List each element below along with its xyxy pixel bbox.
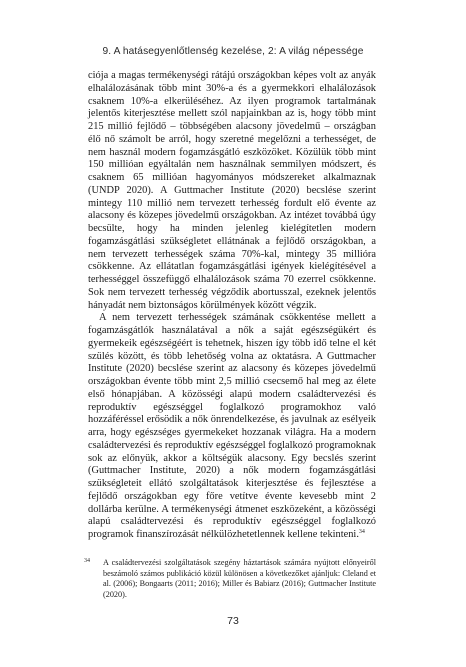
page-number: 73 <box>227 615 239 627</box>
footnote-reference[interactable]: 34 <box>358 529 365 535</box>
footnote <box>84 558 376 600</box>
running-head: 9. A hatásegyenlőtlenség kezelése, 2: A világ népessége <box>102 46 364 57</box>
footnote-number: 34 <box>84 558 90 564</box>
footnote-text: A családtervezési szolgáltatások szegény háztartások számára nyújtott előnyeiről beszámoló számos publikáció közül különösen a következőket ajánljuk: Cleland et al. (2006); Bongaarts (2011; 2016); Miller és Babiarz (2016); Guttmacher Institute (2020). <box>103 558 376 599</box>
paragraph: ciója a magas termékenységi rátájú országokban képes volt az anyák elhalálozásának több mint 30%-a és a gyermekkori elhalálozások csaknem 10%-a elkerüléséhez. Az ilyen programok tartalmának jelentős kiterjesztése mellett szól napjainkban az is, hogy több mint 215 millió fejlődő – többségében alacsony jövedelmű – országban élő nő számolt be arról, hogy szeretné megelőzni a terhességet, de nem használ modern fogamzásgátló eszközöket. Közülük több mint 150 millióan egyáltalán nem használnak semmilyen módszert, és csaknem 65 millióan hagyományos módszereket alkalmaznak (UNDP 2020). A Guttmacher Institute (2020) becslése szerint mintegy 110 millió nem tervezett terhesség fordult elő évente az alacsony és közepes jövedelmű országokban. Az intézet továbbá úgy becsülte, hogy ha minden jelenleg kielégítetlen modern fogamzásgátlási szükségletet ellátnának a fejlődő országokban, a nem tervezett terhességek száma 70%-kal, mintegy 35 millióra csökkenne. Az ellátatlan fogamzásgátlási igények kielégítésével a terhességgel összefüggő elhalálozások száma 70 ezerrel csökkenne. Sok nem tervezett terhesség végződik abortusszal, ezeknek jelentős hányadát nem biztonságos körülmények között végzik. <box>88 70 376 311</box>
paragraph-text: A nem tervezett terhességek számának csökkentése mellett a fogamzásgátlók használatával a nők a saját egészségükért és gyermekeik egészségéért is tehetnek, hiszen így több idő telne el két szülés között, és több lehetőség volna az oktatásra. A Guttmacher Institute (2020) becslése szerint az alacsony és közepes jövedelmű országokban évente több mint 2,5 millió csecsemő hal meg az élete első hónapjában. A közösségi alapú modern családtervezési és reproduktív egészséggel foglalkozó programokhoz való hozzáféréssel erősödik a nők önrendelkezése, és javulnak az esélyeik arra, hogy egészséges gyermekeket hozzanak világra. Ha a modern családtervezési és reproduktív egészséggel foglalkozó programoknak sok az előnyük, akkor a költségük alacsony. Egy becslés szerint (Guttmacher Institute, 2020) a nők modern fogamzásgátlási szükségleteit ellátó szolgáltatások kiterjesztése és fejlesztése a fejlődő országokban egy főre vetítve évente kevesebb mint 2 dollárba kerülne. A termékenységi átmenet eszközeként, a közösségi alapú családtervezési és reproduktív egészséggel foglalkozó programok finanszírozását nélkülözhetetlennek kellene tekinteni. <box>88 312 376 540</box>
body-text <box>88 70 376 542</box>
paragraph <box>88 312 376 542</box>
footnotes <box>84 558 376 600</box>
